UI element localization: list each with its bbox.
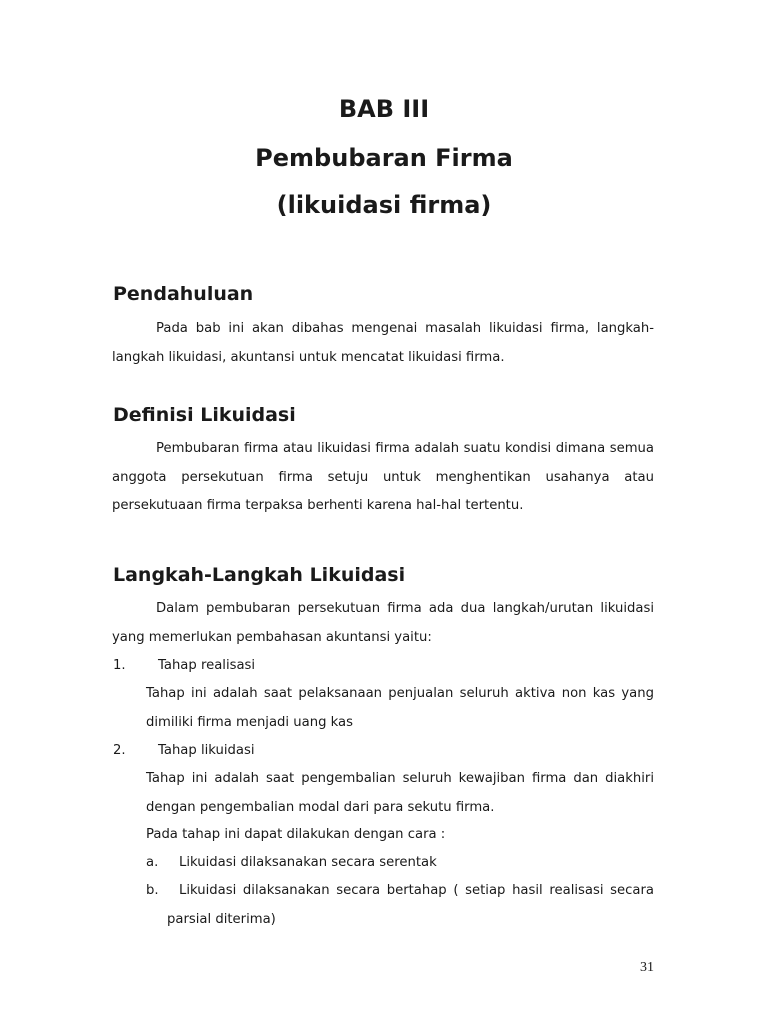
method-text: Likuidasi dilaksanakan secara serentak — [179, 855, 437, 870]
list-item-description: Tahap ini adalah saat pengembalian seluruh kewajiban firma dan diakhiri dengan pengembalian modal dari para sekutu firma. — [146, 771, 654, 815]
section-heading-steps: Langkah-Langkah Likuidasi — [113, 564, 406, 586]
methods-intro: Pada tahap ini dapat dilakukan dengan cara : — [146, 827, 446, 842]
list-item-number: 1. — [113, 658, 126, 673]
list-item-description: Tahap ini adalah saat pelaksanaan penjualan seluruh aktiva non kas yang dimiliki firma menjadi uang kas — [146, 686, 654, 730]
list-item-title: Tahap likuidasi — [158, 743, 255, 758]
method-letter: a. — [146, 855, 159, 870]
method-letter: b. — [146, 883, 159, 898]
list-item-number: 2. — [113, 743, 126, 758]
page-number: 31 — [640, 960, 654, 975]
chapter-number: BAB III — [338, 95, 430, 123]
chapter-subtitle: (likuidasi firma) — [276, 191, 492, 219]
section-heading-definition: Definisi Likuidasi — [113, 404, 296, 426]
section-paragraph-intro: Pada bab ini akan dibahas mengenai masalah likuidasi firma, langkah-langkah likuidasi, akuntansi untuk mencatat likuidasi firma. — [112, 321, 654, 365]
section-paragraph-definition: Pembubaran firma atau likuidasi firma adalah suatu kondisi dimana semua anggota persekutuan firma setuju untuk menghentikan usahanya atau persekutuaan firma terpaksa berhenti karena hal-hal tertentu. — [112, 441, 654, 513]
section-paragraph-steps: Dalam pembubaran persekutuan firma ada dua langkah/urutan likuidasi yang memerlukan pembahasan akuntansi yaitu: — [112, 601, 654, 645]
method-text: Likuidasi dilaksanakan secara bertahap ( setiap hasil realisasi secara parsial diterima) — [167, 883, 654, 927]
list-item-title: Tahap realisasi — [158, 658, 256, 673]
section-heading-intro: Pendahuluan — [113, 283, 254, 305]
chapter-title: Pembubaran Firma — [255, 144, 513, 172]
